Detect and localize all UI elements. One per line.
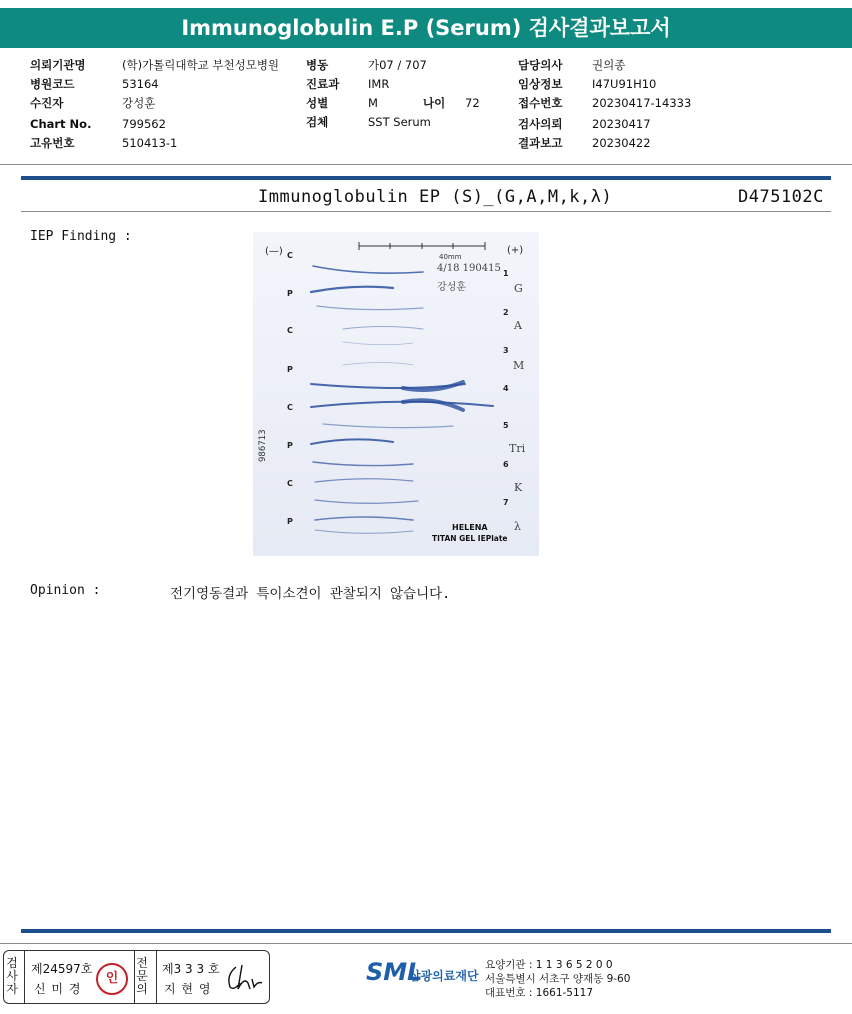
opinion-text: 전기영동결과 특이소견이 관찰되지 않습니다.	[170, 586, 451, 602]
antiserum-label: A	[514, 319, 522, 332]
brand-helena: HELENA	[452, 523, 488, 532]
header-divider	[0, 164, 852, 165]
info-row	[30, 58, 279, 77]
antiserum-label: M	[513, 359, 525, 372]
antiserum-label: Tri	[509, 442, 526, 455]
finding-label: IEP Finding :	[30, 229, 132, 244]
info-label: 임상정보	[518, 77, 563, 91]
gel-background	[253, 232, 539, 556]
patient-info-col3	[518, 58, 691, 155]
well-number: 3	[503, 346, 509, 355]
section-rule-bottom	[21, 929, 831, 933]
info-row	[306, 115, 480, 134]
info-value: 20230422	[592, 136, 651, 150]
reviewer-label	[136, 957, 150, 996]
info-label: 담당의사	[518, 58, 563, 72]
info-label: Chart No.	[30, 117, 92, 131]
info-value: 20230417-14333	[592, 96, 692, 110]
tester-license: 제24597호	[31, 962, 93, 976]
box-divider	[134, 951, 135, 1003]
antiserum-label: G	[514, 282, 523, 295]
info-row	[518, 136, 691, 155]
info-value: 53164	[122, 77, 159, 91]
info-value: 권의종	[592, 58, 626, 72]
info-value: 가07 / 707	[368, 58, 427, 72]
lane-mark: P	[287, 289, 293, 298]
reviewer-license: 제3 3 3 호	[162, 962, 220, 976]
age-value: 72	[465, 96, 480, 110]
section-divider	[21, 211, 831, 212]
well-number: 4	[503, 384, 509, 393]
info-row	[518, 77, 691, 96]
reviewer-name: 지 현 영	[164, 982, 212, 996]
org-phone: 대표번호 : 1661-5117	[485, 987, 594, 999]
lane-mark: C	[287, 479, 293, 488]
info-row	[30, 115, 279, 136]
well-number: 1	[503, 269, 509, 278]
well-number: 2	[503, 308, 509, 317]
info-row	[306, 77, 480, 96]
info-label: 진료과	[306, 77, 340, 91]
lane-mark: C	[287, 403, 293, 412]
box-divider	[156, 951, 157, 1003]
org-code: 요양기관 : 1 1 3 6 5 2 0 0	[485, 959, 613, 971]
patient-info-col1	[30, 58, 279, 155]
info-value: IMR	[368, 77, 390, 91]
footer-divider	[0, 943, 852, 944]
report-title: Immunoglobulin E.P (Serum) 검사결과보고서	[0, 8, 852, 48]
handwritten-name: 강성훈	[437, 282, 466, 293]
reviewer-signature	[224, 961, 264, 995]
side-code: 986713	[258, 429, 268, 462]
minus-label: (—)	[265, 246, 283, 257]
info-value: 강성훈	[122, 96, 156, 110]
well-number: 7	[503, 498, 509, 507]
info-label: 성별	[306, 96, 329, 110]
info-row	[30, 77, 279, 96]
info-row	[518, 96, 691, 115]
info-label: 수진자	[30, 96, 64, 110]
org-details	[485, 958, 630, 1000]
info-row	[518, 115, 691, 136]
test-code: D475102C	[738, 187, 824, 207]
info-value: 799562	[122, 117, 166, 131]
lane-mark: P	[287, 365, 293, 374]
info-label: 검체	[306, 115, 329, 129]
tester-name: 신 미 경	[34, 982, 82, 996]
info-row	[30, 136, 279, 155]
org-logo: SML	[366, 958, 423, 986]
info-row	[306, 58, 480, 77]
info-row	[518, 58, 691, 77]
info-label: 병동	[306, 58, 329, 72]
handwritten-date: 4/18 190415	[437, 263, 501, 274]
info-label: 의뢰기관명	[30, 58, 86, 72]
section-rule-top	[21, 176, 831, 180]
lane-mark: P	[287, 517, 293, 526]
age-label: 나이	[423, 96, 446, 110]
lane-mark: C	[287, 326, 293, 335]
gel-svg	[253, 232, 539, 556]
info-row	[306, 96, 480, 115]
antiserum-label: K	[514, 481, 523, 494]
info-value: 20230417	[592, 117, 651, 131]
antiserum-label: λ	[514, 520, 521, 533]
brand-titan: TITAN GEL IEPlate	[432, 534, 508, 543]
plus-label: (+)	[507, 245, 524, 256]
lane-mark: C	[287, 251, 293, 260]
org-name: 삼광의료재단	[409, 969, 479, 983]
info-label: 결과보고	[518, 136, 563, 150]
info-value: I47U91H10	[592, 77, 657, 91]
tester-label	[6, 957, 20, 996]
info-label: 고유번호	[30, 136, 75, 150]
lane-mark: P	[287, 441, 293, 450]
patient-info-col2	[306, 58, 480, 134]
org-address: 서울특별시 서초구 양재동 9-60	[485, 973, 631, 985]
test-name: Immunoglobulin EP (S)_(G,A,M,k,λ)	[258, 187, 613, 207]
seal-stamp: 인	[96, 963, 128, 995]
info-row	[30, 96, 279, 115]
reviewer-label-text: 전문의	[136, 956, 148, 996]
info-value: 510413-1	[122, 136, 178, 150]
info-value: SST Serum	[368, 115, 431, 129]
opinion-label: Opinion :	[30, 583, 101, 598]
info-label: 병원코드	[30, 77, 75, 91]
well-number: 5	[503, 421, 509, 430]
box-divider	[24, 951, 25, 1003]
tester-label-text: 검사자	[6, 956, 18, 996]
iep-gel-image	[253, 232, 539, 556]
info-label: 접수번호	[518, 96, 563, 110]
signature-box	[3, 950, 270, 1004]
info-label: 검사의뢰	[518, 117, 563, 131]
info-value: (학)가톨릭대학교 부천성모병원	[122, 58, 280, 72]
info-value: M	[368, 96, 378, 110]
well-number: 6	[503, 460, 509, 469]
scale-label: 40mm	[439, 253, 462, 261]
